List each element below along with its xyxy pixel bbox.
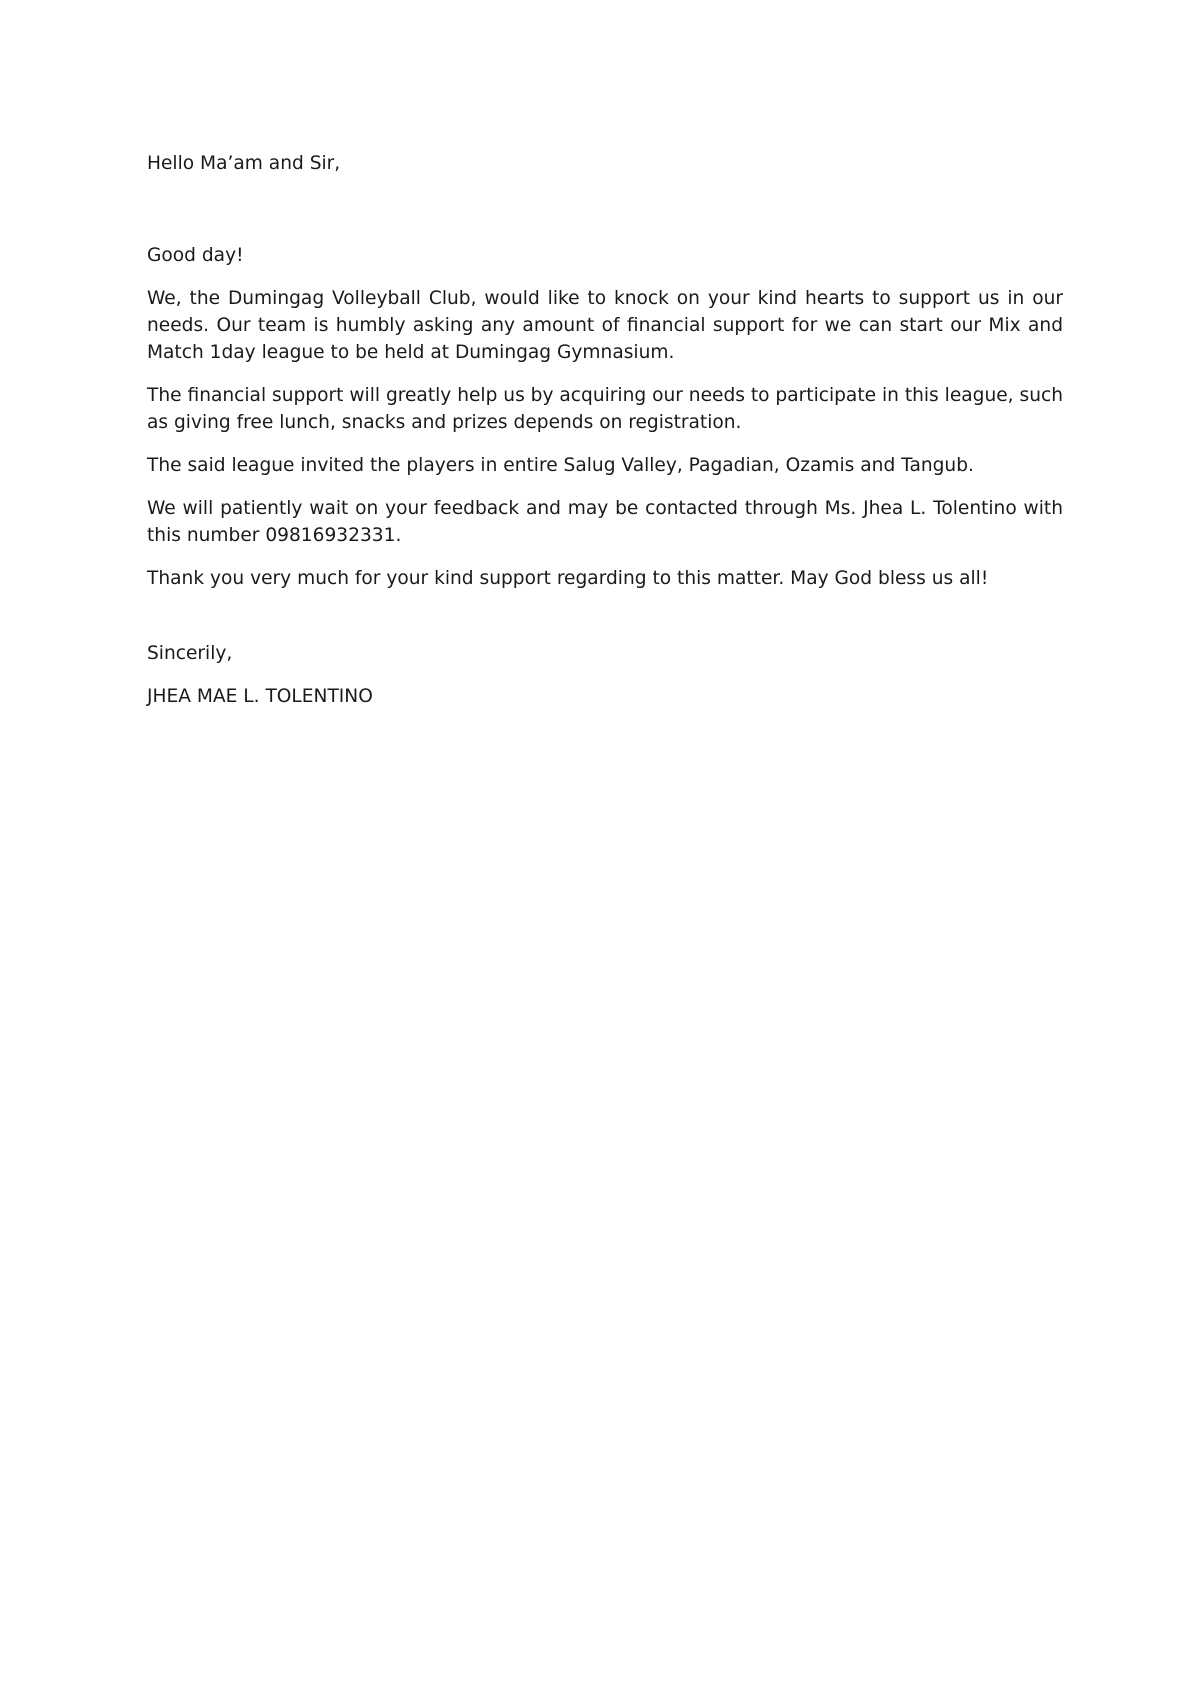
paragraph-purpose: The financial support will greatly help us by acquiring our needs to participate in this league, such as giving free lunch, snacks and prizes depends on registration. bbox=[147, 385, 1063, 433]
letter-body bbox=[147, 150, 1063, 710]
closing: Sincerily, bbox=[147, 643, 233, 664]
salutation: Hello Ma’am and Sir, bbox=[147, 153, 341, 174]
signatory-name: JHEA MAE L. TOLENTINO bbox=[147, 686, 373, 707]
paragraph-thanks: Thank you very much for your kind support regarding to this matter. May God bless us all! bbox=[147, 568, 989, 589]
paragraph-request: We, the Dumingag Volleyball Club, would like to knock on your kind hearts to support us in our needs. Our team is humbly asking any amount of financial support for we can start our Mix and Match 1day league to be held at Dumingag Gymnasium. bbox=[147, 288, 1063, 363]
greeting: Good day! bbox=[147, 245, 244, 266]
paragraph-contact: We will patiently wait on your feedback and may be contacted through Ms. Jhea L. Tolentino with this number 09816932331. bbox=[147, 498, 1063, 546]
paragraph-invitation: The said league invited the players in entire Salug Valley, Pagadian, Ozamis and Tangub. bbox=[147, 455, 974, 476]
